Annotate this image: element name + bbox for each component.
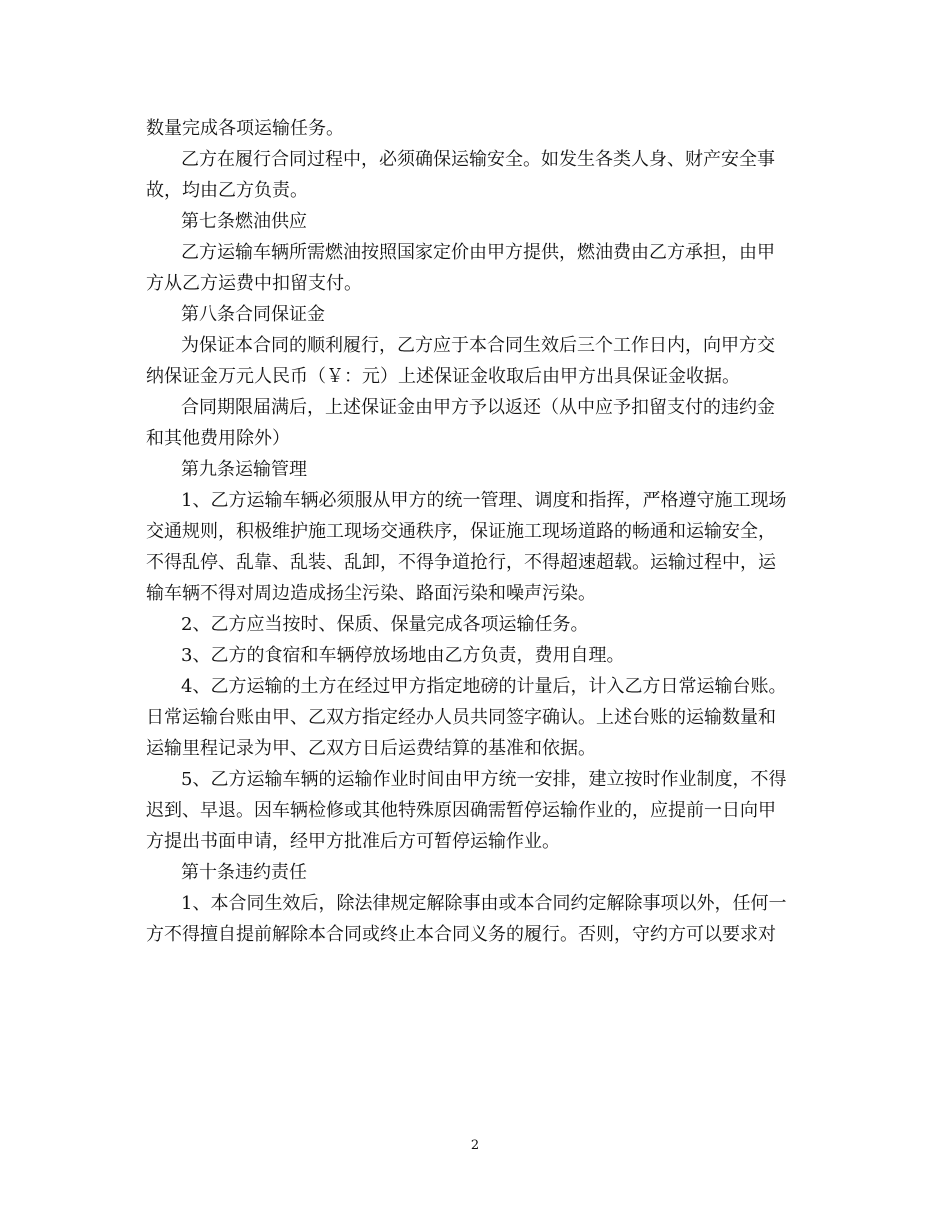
text-line: 3、乙方的食宿和车辆停放场地由乙方负责，费用自理。: [181, 645, 625, 666]
text-line: 乙方运输车辆所需燃油按照国家定价由甲方提供，燃油费由乙方承担，由甲: [181, 242, 775, 263]
text-line: 第十条违约责任: [181, 862, 307, 883]
text-line: 第八条合同保证金: [181, 304, 325, 325]
text-line: 不得乱停、乱靠、乱装、乱卸，不得争道抢行，不得超速超载。运输过程中，运: [146, 552, 776, 573]
text-line: 交通规则，积极维护施工现场交通秩序，保证施工现场道路的畅通和运输安全，: [146, 521, 776, 542]
text-line: 运输里程记录为甲、乙双方日后运费结算的基准和依据。: [146, 738, 596, 759]
text-line: 迟到、早退。因车辆检修或其他特殊原因确需暂停运输作业的，应提前一日向甲: [146, 800, 776, 821]
text-line: 方提出书面申请，经甲方批准后方可暂停运输作业。: [146, 831, 560, 852]
text-line: 故，均由乙方负责。: [146, 180, 308, 201]
text-line: 日常运输台账由甲、乙双方指定经办人员共同签字确认。上述台账的运输数量和: [146, 707, 776, 728]
text-line: 纳保证金万元人民币（￥：元）上述保证金收取后由甲方出具保证金收据。: [146, 366, 740, 387]
text-line: 第七条燃油供应: [181, 211, 307, 232]
text-line: 第九条运输管理: [181, 459, 307, 480]
text-line: 方从乙方运费中扣留支付。: [146, 273, 362, 294]
text-line: 为保证本合同的顺利履行，乙方应于本合同生效后三个工作日内，向甲方交: [181, 335, 775, 356]
text-line: 4、乙方运输的土方在经过甲方指定地磅的计量后，计入乙方日常运输台账。: [181, 676, 787, 697]
page-number: 2: [470, 1138, 480, 1153]
text-line: 数量完成各项运输任务。: [146, 118, 344, 139]
text-line: 合同期限届满后，上述保证金由甲方予以返还（从中应予扣留支付的违约金: [181, 397, 775, 418]
text-line: 2、乙方应当按时、保质、保量完成各项运输任务。: [181, 614, 589, 635]
text-line: 1、本合同生效后，除法律规定解除事由或本合同约定解除事项以外，任何一: [181, 893, 787, 914]
text-line: 1、乙方运输车辆必须服从甲方的统一管理、调度和指挥，严格遵守施工现场: [181, 490, 787, 511]
text-line: 5、乙方运输车辆的运输作业时间由甲方统一安排，建立按时作业制度，不得: [181, 769, 787, 790]
text-line: 输车辆不得对周边造成扬尘污染、路面污染和噪声污染。: [146, 583, 596, 604]
text-line: 乙方在履行合同过程中，必须确保运输安全。如发生各类人身、财产安全事: [181, 149, 775, 170]
document-body: [146, 113, 806, 950]
text-line: 和其他费用除外）: [146, 428, 290, 449]
text-line: 方不得擅自提前解除本合同或终止本合同义务的履行。否则，守约方可以要求对: [146, 924, 776, 945]
